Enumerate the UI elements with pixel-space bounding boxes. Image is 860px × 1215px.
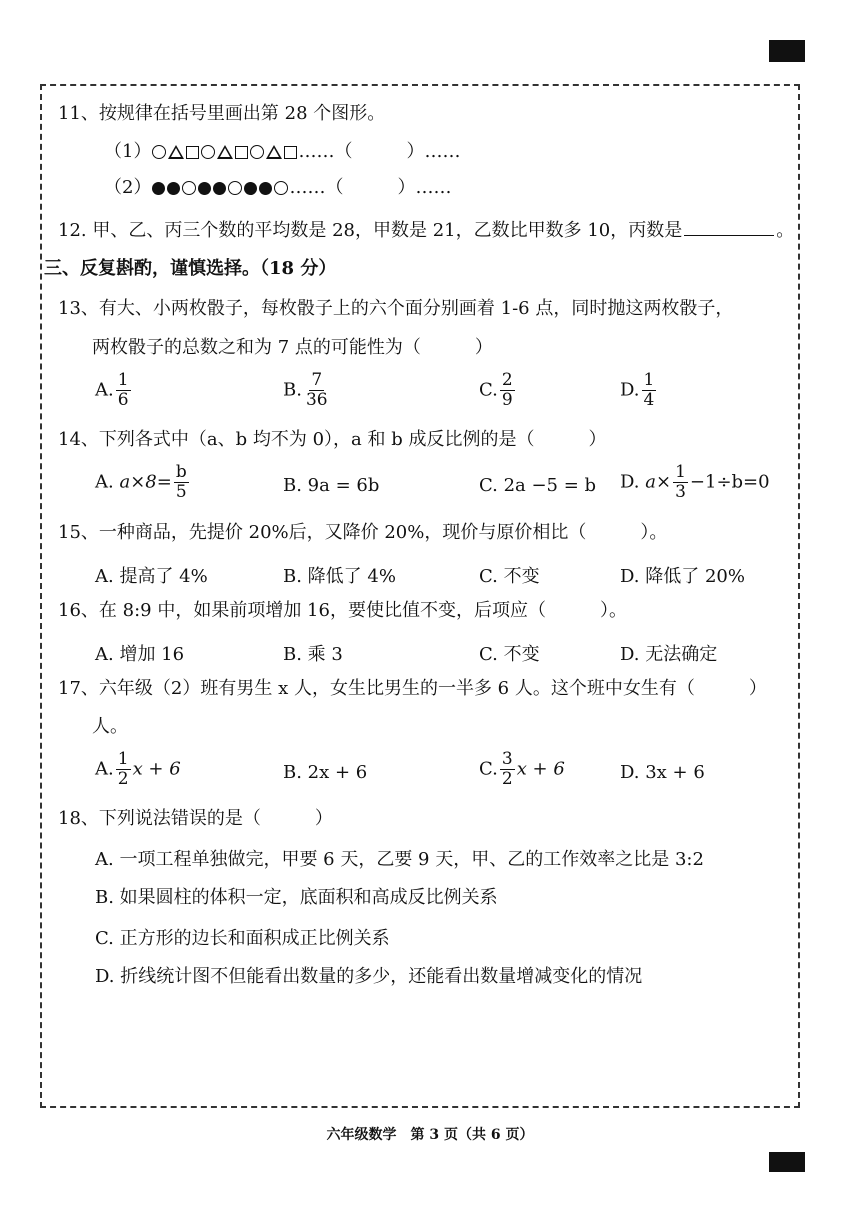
q13-option-d bbox=[620, 371, 658, 410]
denominator: 3 bbox=[675, 482, 686, 502]
q17-option-a bbox=[95, 750, 181, 789]
fraction bbox=[304, 371, 330, 410]
triangle-shape bbox=[217, 145, 233, 159]
option-label: D. bbox=[620, 379, 640, 401]
q13-option-c bbox=[479, 371, 517, 410]
q11-part1-tail: ……（ ）…… bbox=[298, 141, 461, 162]
option-expr: a×8= bbox=[119, 471, 172, 493]
denominator: 5 bbox=[175, 482, 187, 502]
q15-option-a: A. 提高了 4% bbox=[95, 566, 208, 587]
circle-shape bbox=[201, 145, 215, 159]
q13-line2: 两枚骰子的总数之和为 7 点的可能性为（ ） bbox=[92, 337, 493, 358]
option-label: C. bbox=[479, 379, 498, 401]
fraction bbox=[673, 463, 688, 502]
option-label: D. bbox=[620, 471, 640, 493]
option-label: B. bbox=[283, 379, 302, 401]
q11-part1-shapes bbox=[151, 141, 298, 162]
circle-shape bbox=[250, 145, 264, 159]
q11-part1-label: （1） bbox=[104, 141, 152, 162]
numerator: 1 bbox=[117, 749, 129, 769]
option-label: A. bbox=[95, 758, 114, 780]
circle-shape bbox=[152, 145, 166, 159]
q14-option-a bbox=[95, 463, 191, 502]
numerator: 1 bbox=[117, 370, 129, 390]
q15-text: 15、一种商品，先提价 20%后，又降价 20%，现价与原价相比（ ）。 bbox=[58, 522, 668, 543]
denominator: 2 bbox=[501, 769, 513, 789]
section3-title: 三、反复斟酌，谨慎选择。（18 分） bbox=[44, 258, 337, 279]
filled-circle-shape bbox=[167, 182, 180, 195]
filled-circle-shape bbox=[259, 182, 272, 195]
option-label: A. bbox=[95, 379, 114, 401]
option-label: C. bbox=[479, 758, 498, 780]
q13-line1: 13、有大、小两枚骰子，每枚骰子上的六个面分别画着 1-6 点，同时抛这两枚骰子， bbox=[58, 298, 734, 319]
square-shape bbox=[186, 146, 199, 159]
denominator: 6 bbox=[117, 390, 129, 410]
denominator: 36 bbox=[305, 390, 328, 410]
q11-part2-shapes bbox=[151, 177, 289, 198]
q15-option-b: B. 降低了 4% bbox=[283, 566, 396, 587]
denominator: 4 bbox=[643, 390, 655, 410]
filled-circle-shape bbox=[198, 182, 211, 195]
denominator: 9 bbox=[501, 390, 513, 410]
numerator: 7 bbox=[311, 370, 323, 390]
q16-text: 16、在 8:9 中，如果前项增加 16，要使比值不变，后项应（ ）。 bbox=[58, 600, 627, 621]
q13-option-b bbox=[283, 371, 332, 410]
q14-text: 14、下列各式中（a、b 均不为 0），a 和 b 成反比例的是（ ） bbox=[58, 429, 607, 450]
numerator: 3 bbox=[501, 749, 513, 769]
q12-answer-blank[interactable] bbox=[684, 219, 774, 236]
circle-shape bbox=[274, 181, 288, 195]
triangle-shape bbox=[168, 145, 184, 159]
fraction bbox=[500, 371, 515, 410]
q16-option-d: D. 无法确定 bbox=[620, 644, 718, 665]
numerator: 2 bbox=[501, 370, 513, 390]
q16-option-c: C. 不变 bbox=[479, 644, 540, 665]
fraction bbox=[500, 750, 515, 789]
q11-part2 bbox=[104, 177, 451, 199]
fraction bbox=[642, 371, 657, 410]
corner-marker-top bbox=[769, 40, 805, 62]
q17-line2: 人。 bbox=[92, 716, 128, 737]
q11-part2-label: （2） bbox=[104, 177, 152, 198]
circle-shape bbox=[182, 181, 196, 195]
square-shape bbox=[235, 146, 248, 159]
option-expr: a× bbox=[645, 471, 672, 493]
option-expr-tail: −1÷b=0 bbox=[689, 471, 770, 493]
square-shape bbox=[284, 146, 297, 159]
q13-option-a bbox=[95, 371, 133, 410]
numerator: 1 bbox=[643, 370, 655, 390]
filled-circle-shape bbox=[244, 182, 257, 195]
q18-text: 18、下列说法错误的是（ ） bbox=[58, 808, 333, 829]
q18-option-d: D. 折线统计图不但能看出数量的多少，还能看出数量增减变化的情况 bbox=[95, 966, 643, 987]
q16-option-b: B. 乘 3 bbox=[283, 644, 343, 665]
q11-part2-tail: ……（ ）…… bbox=[289, 177, 452, 198]
q11-part1 bbox=[104, 141, 460, 163]
denominator: 2 bbox=[117, 769, 129, 789]
page-footer: 六年级数学 第 3 页（共 6 页） bbox=[326, 1127, 534, 1143]
numerator: b bbox=[175, 462, 187, 482]
q14-option-b: B. 9a = 6b bbox=[283, 475, 380, 496]
q17-option-c bbox=[479, 750, 565, 789]
q15-option-c: C. 不变 bbox=[479, 566, 540, 587]
q18-option-a: A. 一项工程单独做完，甲要 6 天，乙要 9 天，甲、乙的工作效率之比是 3:2 bbox=[95, 849, 704, 870]
q16-option-a: A. 增加 16 bbox=[95, 644, 185, 665]
q12-question: 12. 甲、乙、丙三个数的平均数是 28，甲数是 21，乙数比甲数多 10，丙数是 bbox=[58, 220, 683, 241]
q14-option-c: C. 2a −5 = b bbox=[479, 475, 597, 496]
numerator: 1 bbox=[675, 462, 686, 482]
q14-option-d bbox=[620, 463, 770, 502]
fraction bbox=[116, 750, 131, 789]
fraction bbox=[116, 371, 131, 410]
q15-option-d: D. 降低了 20% bbox=[620, 566, 745, 587]
fraction bbox=[174, 463, 189, 502]
option-label: A. bbox=[95, 471, 114, 493]
q18-option-c: C. 正方形的边长和面积成正比例关系 bbox=[95, 928, 390, 949]
option-expr: x + 6 bbox=[132, 758, 181, 780]
q12-text bbox=[58, 219, 794, 242]
q11-title: 11、按规律在括号里画出第 28 个图形。 bbox=[58, 103, 386, 124]
q17-line1: 17、六年级（2）班有男生 x 人，女生比男生的一半多 6 人。这个班中女生有（ ） bbox=[58, 678, 767, 699]
circle-shape bbox=[228, 181, 242, 195]
q12-end: 。 bbox=[776, 220, 795, 241]
q17-option-d: D. 3x + 6 bbox=[620, 762, 705, 783]
triangle-shape bbox=[266, 145, 282, 159]
corner-marker-bottom bbox=[769, 1152, 805, 1172]
filled-circle-shape bbox=[152, 182, 165, 195]
q17-option-b: B. 2x + 6 bbox=[283, 762, 368, 783]
q18-option-b: B. 如果圆柱的体积一定，底面积和高成反比例关系 bbox=[95, 887, 498, 908]
option-expr: x + 6 bbox=[516, 758, 565, 780]
filled-circle-shape bbox=[213, 182, 226, 195]
